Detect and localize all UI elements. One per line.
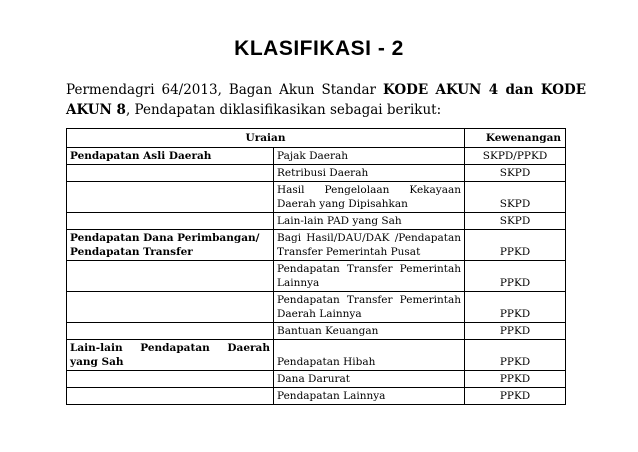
classification-table <box>66 128 566 405</box>
table-row <box>67 292 566 323</box>
authority-cell: SKPD/PPKD <box>465 148 566 165</box>
authority-cell: SKPD <box>465 182 566 213</box>
empty-cell <box>67 261 274 292</box>
source-cell: Bagi Hasil/DAU/DAK /Pendapatan Transfer Pemerintah Pusat <box>274 230 465 261</box>
intro-text-1: Permendagri 64/2013, Bagan Akun Standar <box>66 82 383 98</box>
authority-cell: PPKD <box>465 371 566 388</box>
intro-text-2: , Pendapatan diklasifikasikan sebagai berikut: <box>125 102 442 118</box>
header-kewenangan: Kewenangan <box>465 129 566 148</box>
category-cell: Pendapatan Dana Perimbangan/ Pendapatan Transfer <box>67 230 274 261</box>
authority-cell: SKPD <box>465 213 566 230</box>
source-cell: Pajak Daerah <box>274 148 465 165</box>
table-row <box>67 165 566 182</box>
table-row <box>67 340 566 371</box>
category-cell: Pendapatan Asli Daerah <box>67 148 274 165</box>
category-cell: Lain-lain Pendapatan Daerah yang Sah <box>67 340 274 371</box>
empty-cell <box>67 371 274 388</box>
authority-cell: PPKD <box>465 292 566 323</box>
authority-cell: SKPD <box>465 165 566 182</box>
table-row <box>67 213 566 230</box>
source-cell: Bantuan Keuangan <box>274 323 465 340</box>
table-row <box>67 182 566 213</box>
source-cell: Pendapatan Transfer Pemerintah Daerah Lainnya <box>274 292 465 323</box>
authority-cell: PPKD <box>465 388 566 405</box>
source-cell: Pendapatan Lainnya <box>274 388 465 405</box>
intro-bold-code: KODE AKUN 4 dan KODE AKUN 8 <box>66 82 586 118</box>
authority-cell: PPKD <box>465 340 566 371</box>
authority-cell: PPKD <box>465 261 566 292</box>
empty-cell <box>67 213 274 230</box>
source-cell: Lain-lain PAD yang Sah <box>274 213 465 230</box>
table-row <box>67 371 566 388</box>
source-cell: Pendapatan Hibah <box>274 340 465 371</box>
slide-title: KLASIFIKASI - 2 <box>234 37 404 60</box>
empty-cell <box>67 182 274 213</box>
source-cell: Dana Darurat <box>274 371 465 388</box>
empty-cell <box>67 165 274 182</box>
table-row <box>67 388 566 405</box>
source-cell: Pendapatan Transfer Pemerintah Lainnya <box>274 261 465 292</box>
table-row <box>67 261 566 292</box>
table-row <box>67 230 566 261</box>
empty-cell <box>67 388 274 405</box>
authority-cell: PPKD <box>465 323 566 340</box>
empty-cell <box>67 292 274 323</box>
table-row <box>67 148 566 165</box>
table-row <box>67 323 566 340</box>
source-cell: Hasil Pengelolaan Kekayaan Daerah yang Dipisahkan <box>274 182 465 213</box>
source-cell: Retribusi Daerah <box>274 165 465 182</box>
table-header-row <box>67 129 566 148</box>
header-uraian: Uraian <box>67 129 465 148</box>
authority-cell: PPKD <box>465 230 566 261</box>
intro-paragraph <box>66 80 586 120</box>
empty-cell <box>67 323 274 340</box>
